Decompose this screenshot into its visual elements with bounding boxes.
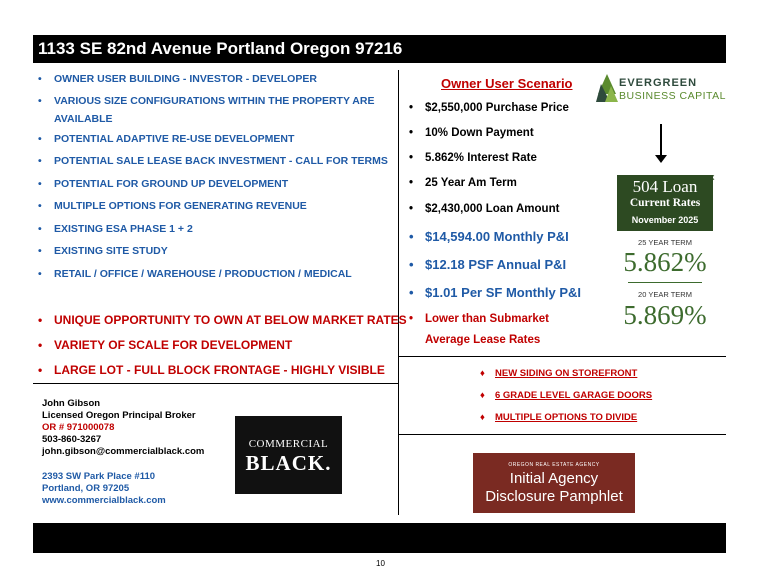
tree-icon [596, 74, 618, 104]
list-item: • UNIQUE OPPORTUNITY TO OWN AT BELOW MARKET RATES [38, 313, 398, 327]
address-line1: 2393 SW Park Place #110 [42, 471, 156, 482]
scenario-title: Owner User Scenario [441, 76, 573, 91]
office-address [42, 471, 166, 507]
list-item: • 5.862% Interest Rate [409, 152, 609, 164]
arrow-line [660, 124, 662, 158]
broker-contact [42, 398, 204, 458]
list-item: • VARIETY OF SCALE FOR DEVELOPMENT [38, 338, 398, 352]
list-item: • 25 Year Am Term [409, 177, 609, 189]
evergreen-logo [596, 72, 727, 108]
footer-bar [33, 523, 726, 553]
list-item: • MULTIPLE OPTIONS FOR GENERATING REVENUE [38, 197, 388, 215]
list-item: ♦ 6 GRADE LEVEL GARAGE DOORS [480, 390, 653, 401]
left-section-divider [33, 383, 398, 384]
pamphlet-agency: OREGON REAL ESTATE AGENCY [508, 462, 600, 468]
diamond-icon: ♦ [480, 368, 485, 379]
term-label-25: 25 YEAR TERM [638, 238, 692, 247]
close-icon[interactable]: x [710, 172, 715, 182]
page-title: 1133 SE 82nd Avenue Portland Oregon 97216 [38, 39, 403, 58]
broker-email[interactable]: john.gibson@commercialblack.com [42, 446, 205, 457]
list-item: • EXISTING ESA PHASE 1 + 2 [38, 220, 388, 238]
list-item: • $2,550,000 Purchase Price [409, 102, 609, 114]
term-rate-20: 5.869% [623, 300, 707, 330]
loan-subtitle: Current Rates [629, 197, 701, 209]
rate-divider [628, 282, 702, 283]
list-item: • 10% Down Payment [409, 127, 609, 139]
broker-license: OR # 971000078 [42, 422, 115, 433]
list-item: • POTENTIAL SALE LEASE BACK INVESTMENT - CALL FOR TERMS [38, 152, 388, 170]
disclosure-pamphlet[interactable] [473, 453, 635, 513]
broker-name: John Gibson [42, 398, 101, 409]
diamond-icon: ♦ [480, 412, 485, 423]
list-item: • RETAIL / OFFICE / WAREHOUSE / PRODUCTION / MEDICAL [38, 265, 388, 283]
commercial-black-logo [235, 416, 342, 494]
lender-subtitle: BUSINESS CAPITAL [619, 90, 727, 102]
list-item: • $1.01 Per SF Monthly P&I [409, 285, 609, 300]
list-item: • $2,430,000 Loan Amount [409, 203, 609, 215]
term-rate-25: 5.862% [623, 247, 707, 277]
broker-title: Licensed Oregon Principal Broker [42, 410, 196, 421]
pamphlet-subtitle: Disclosure Pamphlet [485, 488, 623, 505]
broker-phone[interactable]: 503-860-3267 [42, 434, 102, 445]
list-item: • $12.18 PSF Annual P&I [409, 257, 609, 272]
list-item: • LARGE LOT - FULL BLOCK FRONTAGE - HIGHLY VISIBLE [38, 363, 398, 377]
list-item: ♦ NEW SIDING ON STOREFRONT [480, 368, 638, 379]
term-label-20: 20 YEAR TERM [638, 290, 692, 299]
right-section-divider [398, 356, 726, 357]
loan-rate-card [617, 175, 713, 231]
list-item: • OWNER USER BUILDING - INVESTOR - DEVELOPER [38, 70, 388, 88]
website-link[interactable]: www.commercialblack.com [42, 495, 166, 506]
lender-name: EVERGREEN [619, 77, 698, 89]
loan-date: November 2025 [631, 215, 699, 225]
list-item: • POTENTIAL FOR GROUND UP DEVELOPMENT [38, 175, 388, 193]
list-item: ♦ MULTIPLE OPTIONS TO DIVIDE [480, 412, 638, 423]
brand-line1: COMMERCIAL [248, 438, 329, 450]
loan-title: 504 Loan [632, 177, 698, 196]
page-number: 10 [376, 559, 385, 568]
header-bar [33, 35, 726, 63]
list-item: • $14,594.00 Monthly P&I [409, 229, 609, 244]
diamond-icon: ♦ [480, 390, 485, 401]
right-lower-divider [398, 434, 726, 435]
list-item: • EXISTING SITE STUDY [38, 242, 388, 260]
brand-line2: BLACK. [245, 451, 332, 475]
column-divider [398, 70, 399, 515]
pamphlet-title: Initial Agency [509, 470, 599, 487]
list-item: • Lower than Submarket Average Lease Rates [409, 309, 604, 351]
list-item: • VARIOUS SIZE CONFIGURATIONS WITHIN THE PROPERTY ARE AVAILABLE [38, 92, 388, 128]
arrow-down-icon [655, 155, 667, 163]
list-item: • POTENTIAL ADAPTIVE RE-USE DEVELOPMENT [38, 130, 388, 148]
address-line2: Portland, OR 97205 [42, 483, 130, 494]
